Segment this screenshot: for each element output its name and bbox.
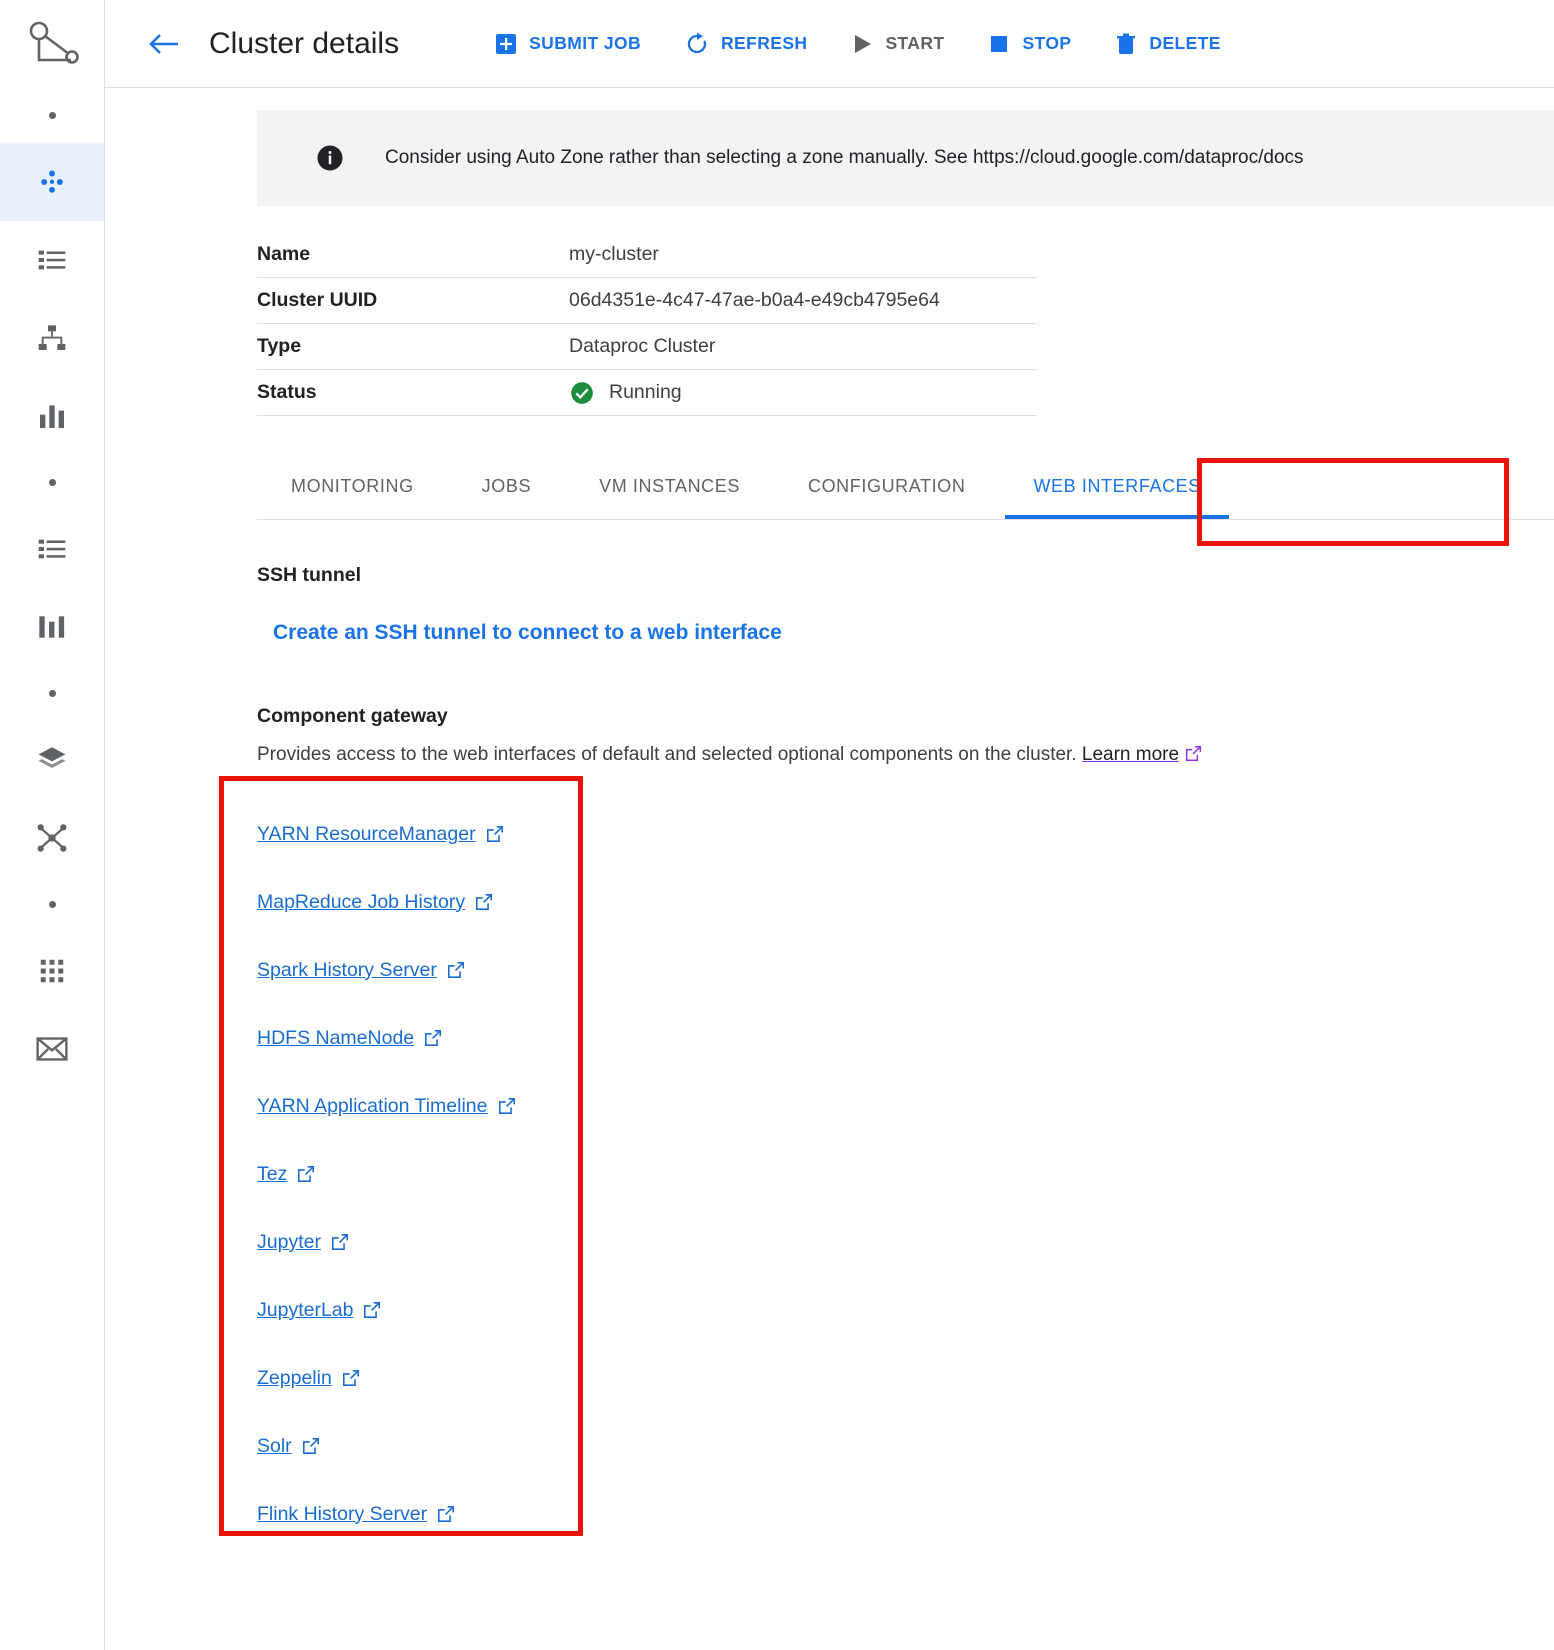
status-badge: Running (609, 381, 682, 403)
dot-icon (49, 479, 56, 486)
stop-button[interactable] (966, 25, 1093, 63)
trash-icon (1115, 32, 1137, 56)
detail-key: Status (257, 381, 317, 403)
link-hdfs-namenode[interactable] (257, 1004, 442, 1072)
link-label: YARN Application Timeline (257, 1094, 488, 1117)
stop-label: STOP (1022, 33, 1072, 53)
link-label: YARN ResourceManager (257, 822, 476, 845)
rail-dot-1 (0, 88, 104, 143)
rail-jobs[interactable] (0, 221, 104, 299)
delete-label: DELETE (1149, 33, 1221, 53)
external-link-icon (297, 1165, 315, 1183)
link-label: Jupyter (257, 1230, 321, 1253)
link-jupyterlab[interactable] (257, 1276, 381, 1344)
link-label: HDFS NameNode (257, 1026, 415, 1049)
external-link-icon (437, 1505, 455, 1523)
external-link-icon (447, 961, 465, 979)
page-title: Cluster details (209, 26, 400, 60)
list-icon (36, 533, 68, 565)
detail-row-name (257, 232, 1037, 278)
link-mapreduce-job-history[interactable] (257, 868, 493, 936)
info-icon (315, 143, 345, 173)
refresh-icon (685, 32, 709, 56)
network-icon (35, 821, 69, 855)
left-nav-rail (0, 0, 105, 1650)
rail-dot-3 (0, 666, 104, 721)
link-flink-history-server[interactable] (257, 1480, 455, 1548)
learn-more-link[interactable]: Learn more (1081, 744, 1180, 765)
submit-job-label: SUBMIT JOB (529, 33, 642, 53)
web-interfaces-tab-highlight (1197, 458, 1509, 546)
link-label: Flink History Server (257, 1502, 428, 1525)
external-link-icon (1185, 745, 1202, 762)
external-link-icon (342, 1369, 360, 1387)
tab-vm-instances[interactable]: VM INSTANCES (599, 475, 740, 496)
plus-square-icon (495, 33, 517, 55)
detail-tabs (257, 454, 1554, 520)
tab-monitoring[interactable]: MONITORING (291, 475, 414, 496)
rail-dot-4 (0, 877, 104, 932)
component-gateway-links (257, 800, 621, 1548)
external-link-icon (363, 1301, 381, 1319)
start-label: START (885, 33, 945, 53)
link-spark-history-server[interactable] (257, 936, 465, 1004)
component-gateway-description (257, 744, 1554, 766)
rail-workflows[interactable] (0, 299, 104, 377)
grid-icon (37, 956, 67, 986)
detail-key: Name (257, 243, 311, 265)
delete-button[interactable] (1093, 24, 1242, 64)
bar-chart-icon (36, 400, 68, 432)
envelope-icon (35, 1034, 69, 1064)
header-actions (473, 24, 1243, 64)
component-gateway-desc-text: Provides access to the web interfaces of default and selected optional components on the cluster. (257, 744, 1077, 765)
link-label: Solr (257, 1434, 292, 1457)
external-link-icon (302, 1437, 320, 1455)
detail-row-uuid (257, 278, 1037, 324)
external-link-icon (331, 1233, 349, 1251)
tab-web-interfaces[interactable]: WEB INTERFACES (999, 453, 1234, 519)
external-link-icon (498, 1097, 516, 1115)
hierarchy-icon (36, 322, 68, 354)
link-label: Zeppelin (257, 1366, 332, 1389)
link-label: Tez (257, 1162, 288, 1185)
start-button[interactable] (829, 25, 966, 63)
rail-clusters[interactable] (0, 143, 104, 221)
tab-configuration[interactable]: CONFIGURATION (807, 475, 966, 496)
play-icon (851, 33, 873, 55)
cluster-details-table (257, 232, 1037, 416)
refresh-button[interactable] (663, 24, 829, 64)
component-gateway-title: Component gateway (257, 705, 448, 727)
banner-text: Consider using Auto Zone rather than selecting a zone manually. See https://cloud.google.com/dataproc/docs (385, 147, 1304, 168)
main-area (105, 0, 1554, 1650)
layers-icon (35, 743, 69, 777)
link-label: JupyterLab (257, 1298, 354, 1321)
link-label: MapReduce Job History (257, 890, 466, 913)
back-arrow-icon[interactable] (147, 27, 181, 61)
rail-batches[interactable] (0, 721, 104, 799)
web-interfaces-panel (257, 564, 1554, 1548)
detail-value: my-cluster (569, 243, 659, 265)
clusters-icon (35, 165, 69, 199)
rail-sessions[interactable] (0, 588, 104, 666)
status-ok-icon (569, 380, 595, 406)
external-link-icon (486, 825, 504, 843)
dataproc-logo-icon (0, 0, 104, 88)
rail-apps[interactable] (0, 932, 104, 1010)
rail-dot-2 (0, 455, 104, 510)
ssh-tunnel-title: SSH tunnel (257, 564, 362, 586)
dot-icon (49, 690, 56, 697)
stop-square-icon (988, 33, 1010, 55)
create-ssh-tunnel-link[interactable]: Create an SSH tunnel to connect to a web interface (273, 621, 782, 644)
rail-notebooks[interactable] (0, 510, 104, 588)
dot-icon (49, 112, 56, 119)
list-icon (36, 244, 68, 276)
detail-value: Dataproc Cluster (569, 335, 716, 357)
rail-feedback[interactable] (0, 1010, 104, 1088)
rail-metrics[interactable] (0, 377, 104, 455)
link-zeppelin[interactable] (257, 1344, 360, 1412)
link-jupyter[interactable] (257, 1208, 349, 1276)
refresh-label: REFRESH (721, 33, 808, 53)
page-header (105, 0, 1554, 88)
link-solr[interactable] (257, 1412, 320, 1480)
detail-value: 06d4351e-4c47-47ae-b0a4-e49cb4795e64 (569, 289, 940, 311)
tab-jobs[interactable]: JOBS (481, 475, 532, 496)
auto-zone-banner (257, 110, 1554, 206)
link-yarn-application-timeline[interactable] (257, 1072, 516, 1140)
link-tez[interactable] (257, 1140, 315, 1208)
columns-icon (36, 611, 68, 643)
submit-job-button[interactable] (473, 25, 663, 63)
detail-key: Type (257, 335, 302, 357)
detail-row-status (257, 370, 1037, 416)
detail-key: Cluster UUID (257, 289, 378, 311)
rail-federation[interactable] (0, 799, 104, 877)
link-label: Spark History Server (257, 958, 437, 981)
link-yarn-resourcemanager[interactable] (257, 800, 504, 868)
dot-icon (49, 901, 56, 908)
external-link-icon (424, 1029, 442, 1047)
external-link-icon (475, 893, 493, 911)
detail-row-type (257, 324, 1037, 370)
